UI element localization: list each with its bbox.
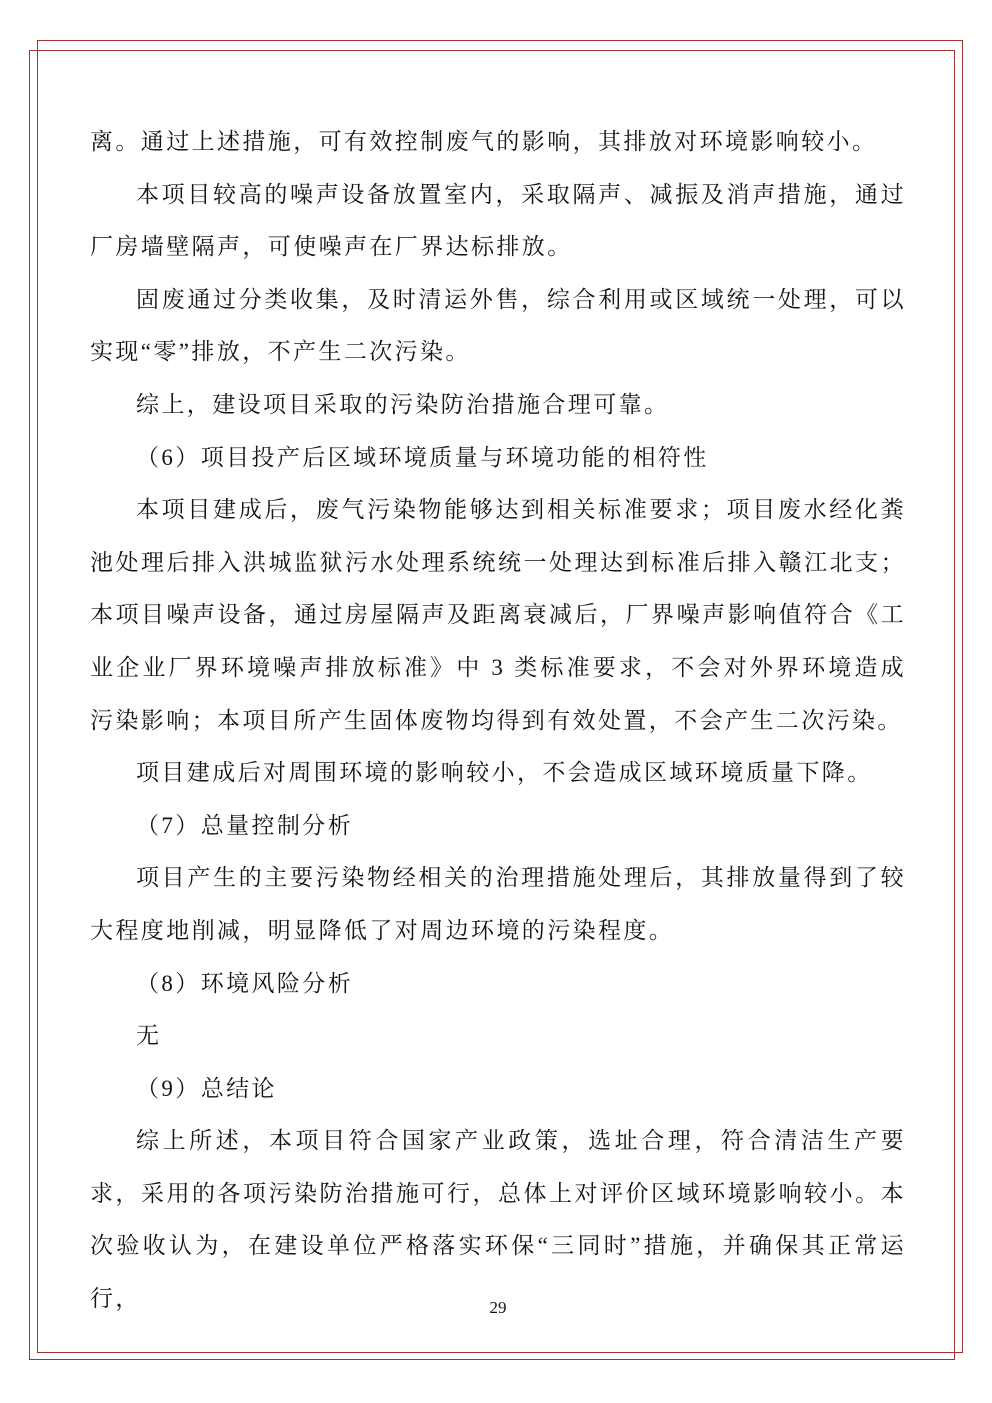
paragraph-section-6-body: 本项目建成后，废气污染物能够达到相关标准要求；项目废水经化粪池处理后排入洪城监狱污水处理系统统一处理达到标准后排入赣江北支；本项目噪声设备，通过房屋隔声及距离衰减后，厂界噪声影响值符合《工业企业厂界环境噪声排放标准》中 3 类标准要求，不会对外界环境造成污染影响；本项目所产生固体废物均得到有效处置，不会产生二次污染。 xyxy=(90,497,906,733)
paragraph-section-8-body: 无 xyxy=(136,1023,162,1049)
paragraph-section-6-conclusion: 项目建成后对周围环境的影响较小，不会造成区域环境质量下降。 xyxy=(136,760,873,786)
page-number: 29 xyxy=(489,1298,507,1317)
paragraph-summary-measures: 综上，建设项目采取的污染防治措施合理可靠。 xyxy=(136,391,670,417)
paragraph-continuation: 离。通过上述措施，可有效控制废气的影响，其排放对环境影响较小。 xyxy=(90,129,878,154)
heading-section-8: （8）环境风险分析 xyxy=(136,970,354,996)
paragraph-section-7-body: 项目产生的主要污染物经相关的治理措施处理后，其排放量得到了较大程度地削减，明显降低了对周边环境的污染程度。 xyxy=(90,865,906,943)
heading-section-9: （9）总结论 xyxy=(136,1075,277,1101)
heading-section-7: （7）总量控制分析 xyxy=(136,812,354,838)
paragraph-noise-measures: 本项目较高的噪声设备放置室内，采取隔声、减振及消声措施，通过厂房墙壁隔声，可使噪声在厂界达标排放。 xyxy=(90,181,906,260)
paragraph-solid-waste: 固废通过分类收集，及时清运外售，综合利用或区域统一处理，可以实现“零”排放，不产生二次污染。 xyxy=(90,286,906,365)
document-body xyxy=(90,116,906,1326)
paragraph-section-9-body: 综上所述，本项目符合国家产业政策，选址合理，符合清洁生产要求，采用的各项污染防治措施可行，总体上对评价区域环境影响较小。本次验收认为，在建设单位严格落实环保“三同时”措施，并确保其正常运行， xyxy=(90,1128,906,1312)
heading-section-6: （6）项目投产后区域环境质量与环境功能的相符性 xyxy=(136,444,709,470)
